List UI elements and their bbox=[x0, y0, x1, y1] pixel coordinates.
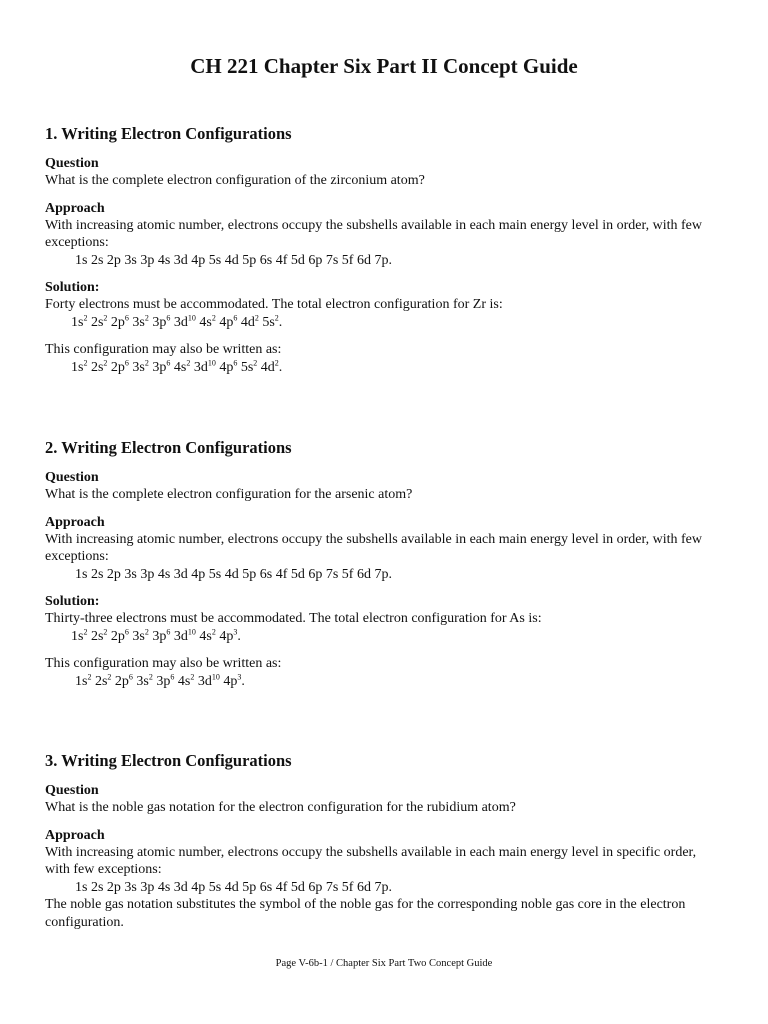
section-heading: 3. Writing Electron Configurations bbox=[45, 751, 292, 770]
config-exponent: 6 bbox=[166, 626, 171, 636]
config-exponent: 2 bbox=[211, 312, 216, 322]
config-term: 2p bbox=[107, 359, 125, 375]
config-exponent: 2 bbox=[103, 312, 108, 322]
alternate-configuration bbox=[45, 673, 715, 691]
config-exponent: 2 bbox=[253, 357, 258, 367]
config-exponent: 10 bbox=[187, 626, 196, 636]
config-exponent: 6 bbox=[124, 357, 129, 367]
config-term: 4s bbox=[170, 359, 187, 375]
config-term: 2s bbox=[91, 673, 108, 689]
section-heading: 2. Writing Electron Configurations bbox=[45, 438, 292, 457]
config-exponent: 2 bbox=[144, 357, 149, 367]
question-text: What is the complete electron configuration for the arsenic atom? bbox=[45, 487, 413, 502]
config-term: 4p bbox=[215, 359, 234, 375]
approach-note: The noble gas notation substitutes the symbol of the noble gas for the corresponding noble gas core in the electron configuration. bbox=[45, 897, 686, 930]
section-1 bbox=[45, 123, 715, 376]
config-term: 3p bbox=[152, 673, 171, 689]
config-term: 2s bbox=[87, 628, 104, 644]
config-exponent: 2 bbox=[107, 671, 112, 681]
alternate-label: This configuration may also be written as: bbox=[45, 656, 282, 671]
config-exponent: 2 bbox=[103, 626, 108, 636]
config-exponent: 2 bbox=[186, 357, 191, 367]
config-term: 2p bbox=[111, 673, 129, 689]
config-term: 2p bbox=[107, 314, 125, 330]
config-exponent: 2 bbox=[144, 626, 149, 636]
config-term: 3p bbox=[148, 359, 167, 375]
config-exponent: 2 bbox=[254, 312, 259, 322]
config-term: 4s bbox=[174, 673, 191, 689]
config-term: . bbox=[278, 359, 283, 375]
solution-label: Solution: bbox=[45, 594, 100, 609]
config-term: 4d bbox=[237, 314, 255, 330]
config-exponent: 6 bbox=[166, 312, 171, 322]
config-exponent: 2 bbox=[211, 626, 216, 636]
approach-label: Approach bbox=[45, 827, 105, 843]
config-exponent: 6 bbox=[233, 312, 238, 322]
question-label: Question bbox=[45, 470, 99, 485]
config-term: 5s bbox=[258, 314, 275, 330]
config-term: 3s bbox=[128, 628, 145, 644]
config-exponent: 3 bbox=[233, 626, 238, 636]
config-exponent: 2 bbox=[274, 312, 279, 322]
approach-text: With increasing atomic number, electrons occupy the subshells available in each main energy level in specific order, with few exceptions: bbox=[45, 844, 697, 877]
subshell-order: 1s 2s 2p 3s 3p 4s 3d 4p 5s 4d 5p 6s 4f 5d 6p 7s 5f 6d 7p. bbox=[75, 252, 392, 268]
config-term: 5s bbox=[237, 359, 254, 375]
config-term: . bbox=[237, 628, 241, 644]
config-term: 4p bbox=[215, 628, 234, 644]
config-exponent: 3 bbox=[237, 671, 242, 681]
config-exponent: 2 bbox=[83, 357, 88, 367]
question-label: Question bbox=[45, 156, 99, 171]
approach-text: With increasing atomic number, electrons occupy the subshells available in each main energy level in order, with few exceptions: bbox=[45, 531, 703, 564]
config-exponent: 2 bbox=[83, 312, 88, 322]
config-exponent: 2 bbox=[87, 671, 92, 681]
config-term: 2p bbox=[107, 628, 125, 644]
page-footer: Page V-6b-1 / Chapter Six Part Two Concept Guide bbox=[275, 958, 493, 969]
config-exponent: 10 bbox=[211, 671, 220, 681]
question-text: What is the noble gas notation for the electron configuration for the rubidium atom? bbox=[45, 800, 516, 815]
electron-configuration bbox=[45, 314, 715, 332]
page-title: CH 221 Chapter Six Part II Concept Guide bbox=[190, 54, 578, 78]
config-term: 3d bbox=[190, 359, 208, 375]
config-exponent: 6 bbox=[128, 671, 133, 681]
section-3 bbox=[45, 750, 715, 931]
question-label: Question bbox=[45, 783, 99, 798]
config-exponent: 6 bbox=[124, 626, 129, 636]
config-term: 1s bbox=[71, 314, 84, 330]
config-term: 2s bbox=[87, 359, 104, 375]
subshell-order: 1s 2s 2p 3s 3p 4s 3d 4p 5s 4d 5p 6s 4f 5d 6p 7s 5f 6d 7p. bbox=[75, 879, 392, 895]
config-term: 3s bbox=[132, 673, 149, 689]
config-exponent: 6 bbox=[124, 312, 129, 322]
solution-label: Solution: bbox=[45, 280, 100, 295]
config-term: 3p bbox=[148, 314, 167, 330]
alternate-configuration bbox=[45, 359, 715, 377]
section-heading: 1. Writing Electron Configurations bbox=[45, 124, 292, 143]
config-exponent: 2 bbox=[190, 671, 195, 681]
config-exponent: 6 bbox=[166, 357, 171, 367]
approach-label: Approach bbox=[45, 200, 105, 216]
config-term: 4s bbox=[195, 628, 212, 644]
config-term: 4p bbox=[215, 314, 234, 330]
config-term: 3d bbox=[170, 628, 188, 644]
config-exponent: 6 bbox=[170, 671, 175, 681]
alternate-label: This configuration may also be written as: bbox=[45, 342, 282, 357]
question-text: What is the complete electron configuration of the zirconium atom? bbox=[45, 173, 425, 188]
config-term: 4s bbox=[195, 314, 212, 330]
config-term: . bbox=[241, 673, 245, 689]
config-exponent: 2 bbox=[148, 671, 153, 681]
config-term: 4p bbox=[219, 673, 238, 689]
config-term: 1s bbox=[75, 673, 88, 689]
config-term: 3p bbox=[148, 628, 167, 644]
config-exponent: 2 bbox=[83, 626, 88, 636]
config-term: 3s bbox=[128, 314, 145, 330]
approach-label: Approach bbox=[45, 514, 105, 530]
config-exponent: 2 bbox=[274, 357, 279, 367]
config-term: 1s bbox=[71, 628, 84, 644]
config-term: 2s bbox=[87, 314, 104, 330]
config-term: . bbox=[278, 314, 283, 330]
approach-text: With increasing atomic number, electrons occupy the subshells available in each main energy level in order, with few exceptions: bbox=[45, 217, 703, 250]
config-term: 1s bbox=[71, 359, 84, 375]
config-term: 3d bbox=[194, 673, 212, 689]
solution-text: Forty electrons must be accommodated. The total electron configuration for Zr is: bbox=[45, 297, 503, 312]
config-term: 3s bbox=[128, 359, 145, 375]
config-term: 4d bbox=[257, 359, 275, 375]
config-term: 3d bbox=[170, 314, 188, 330]
solution-text: Thirty-three electrons must be accommodated. The total electron configuration for As is: bbox=[45, 611, 542, 626]
config-exponent: 6 bbox=[233, 357, 238, 367]
subshell-order: 1s 2s 2p 3s 3p 4s 3d 4p 5s 4d 5p 6s 4f 5d 6p 7s 5f 6d 7p. bbox=[75, 566, 392, 582]
config-exponent: 10 bbox=[207, 357, 216, 367]
config-exponent: 2 bbox=[144, 312, 149, 322]
config-exponent: 2 bbox=[103, 357, 108, 367]
electron-configuration bbox=[45, 628, 715, 646]
section-2 bbox=[45, 437, 715, 690]
config-exponent: 10 bbox=[187, 312, 196, 322]
